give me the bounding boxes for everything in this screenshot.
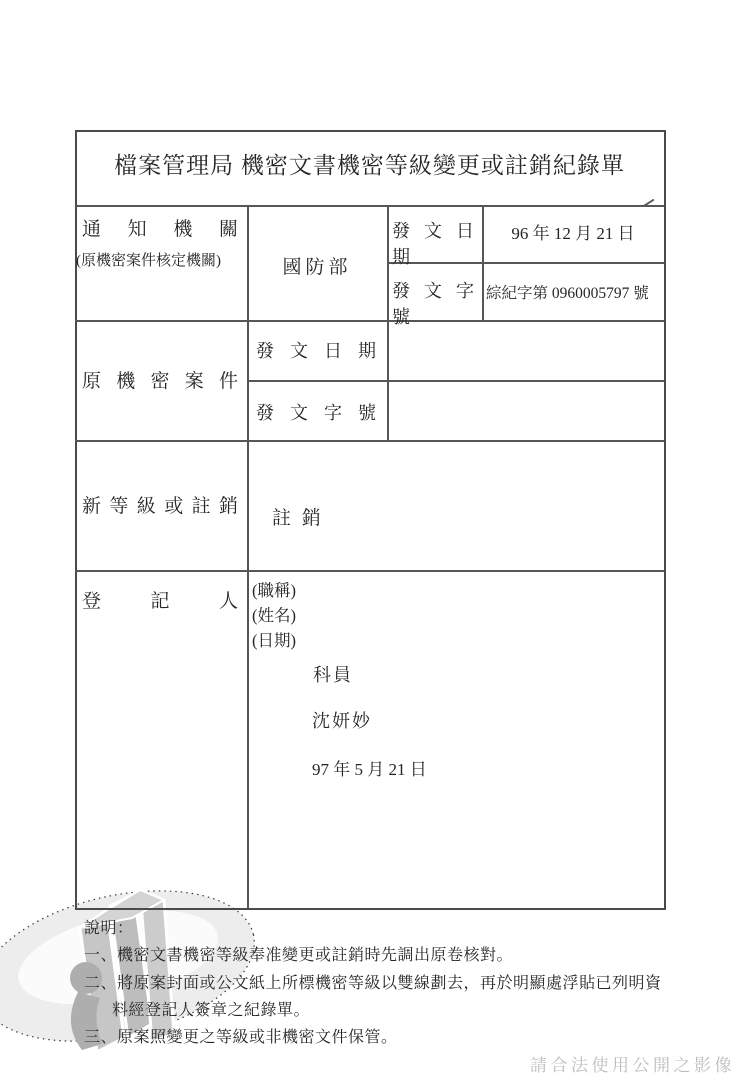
notify-agency-label: 通 知 機 關 (82, 219, 238, 240)
notes-item-3: 三、原案照變更之等級或非機密文件保管。 (84, 1029, 398, 1046)
registrar-date-value: 97 年 5 月 21 日 (312, 760, 427, 779)
registrar-name-value: 沈妍妙 (312, 711, 372, 731)
registrar-field-date-label: (日期) (252, 631, 296, 650)
new-level-label: 新 等 級 或 註 銷 (82, 496, 238, 517)
grid-line-mid-column (387, 205, 389, 440)
grid-line-row1-bottom (75, 320, 664, 322)
footer-usage-watermark: 請合法使用公開之影像 (530, 1056, 735, 1075)
form-title: 檔案管理局 機密文書機密等級變更或註銷紀錄單 (114, 153, 625, 178)
original-case-label: 原 機 密 案 件 (82, 371, 238, 392)
notify-agency-value: 國防部 (282, 257, 352, 278)
notes-item-2-line-2: 料經登記人簽章之紀錄單。 (112, 1002, 311, 1019)
grid-line-row3-bottom (75, 570, 664, 572)
registrar-label: 登 記 人 (82, 591, 238, 612)
notes-item-1: 一、機密文書機密等級奉准變更或註銷時先調出原卷核對。 (84, 947, 514, 964)
new-level-value: 註 銷 (272, 508, 324, 529)
notes-heading: 說明： (84, 920, 134, 937)
notify-issue-no-label: 發 文 字 號 (392, 281, 474, 327)
notes-item-2-line-1: 二、將原案封面或公文紙上所標機密等級以雙線劃去，再於明顯處浮貼已列明資 (84, 975, 662, 992)
original-issue-date-label: 發 文 日 期 (256, 341, 376, 361)
grid-line-row2-bottom (75, 440, 664, 442)
notify-issue-date-value: 96 年 12 月 21 日 (511, 224, 635, 243)
notify-issue-date-label: 發 文 日 期 (392, 221, 474, 267)
grid-line-title-bottom (75, 205, 664, 207)
grid-line-label-column (247, 205, 249, 908)
original-issue-no-label: 發 文 字 號 (256, 403, 376, 423)
registrar-field-name-label: (姓名) (252, 606, 296, 625)
form-table-border (75, 130, 666, 910)
registrar-title-value: 科員 (313, 665, 353, 685)
registrar-field-title-label: (職稱) (252, 581, 296, 600)
notify-issue-no-value: 綜紀字第 0960005797 號 (486, 285, 649, 302)
notify-agency-sublabel: (原機密案件核定機關) (76, 253, 221, 269)
grid-line-row2-split (247, 380, 664, 382)
